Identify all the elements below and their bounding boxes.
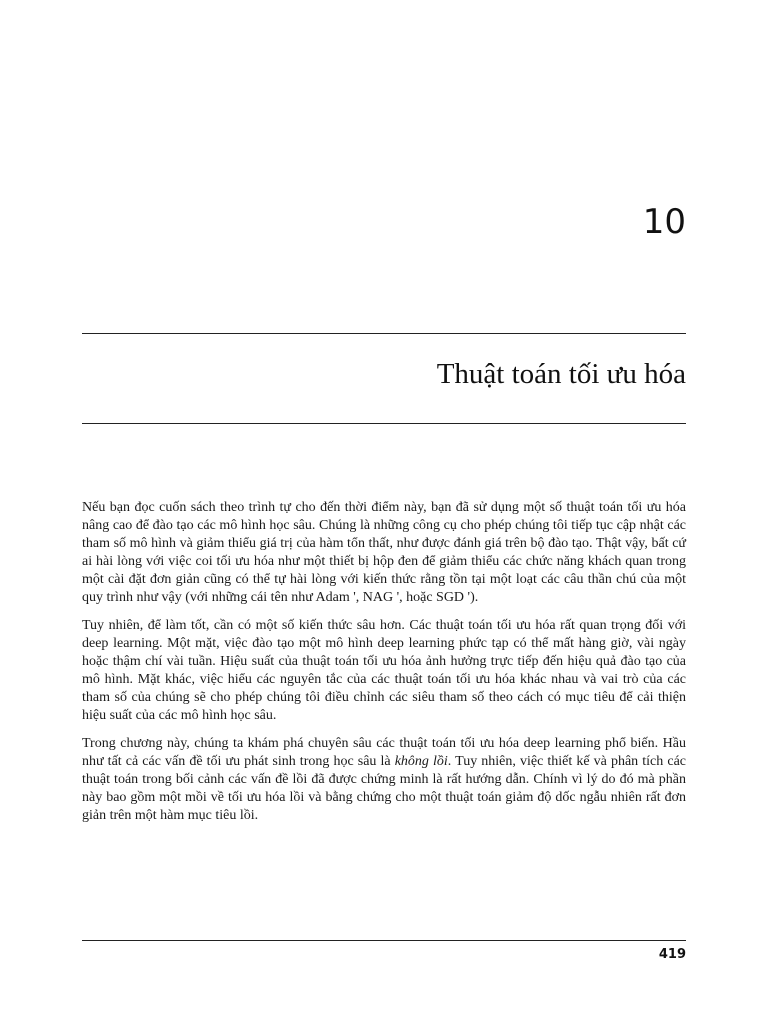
paragraph-3	[82, 735, 686, 825]
page-number: 419	[658, 947, 686, 962]
chapter-title: Thuật toán tối ưu hóa	[436, 358, 686, 390]
footer-rule	[82, 940, 686, 941]
paragraph-3-text-start: Trong chương này, chúng ta khám phá chuyên sâu các thuật toán tối ưu hóa deep learning phổ biến. Hầu như tất cả các vấn đề tối ưu phát sinh trong học sâu là	[82, 736, 686, 769]
paragraph-3-text-end: . Tuy nhiên, việc thiết kế và phân tích các thuật toán trong bối cảnh các vấn đề lồi đã được chứng minh là rất hướng dẫn. Chính vì lý do đó mà phần này bao gồm một mồi về tối ưu hóa lồi và bằng chứng cho một thuật toán giảm độ dốc ngẫu nhiên rất đơn giản trên một hàm mục tiêu lồi.	[82, 754, 687, 823]
paragraph-1: Nếu bạn đọc cuốn sách theo trình tự cho đến thời điểm này, bạn đã sử dụng một số thuật toán tối ưu hóa nâng cao để đào tạo các mô hình học sâu. Chúng là những công cụ cho phép chúng tôi tiếp tục cập nhật các tham số mô hình và giảm thiểu giá trị của hàm tổn thất, như được đánh giá trên bộ đào tạo. Thật vậy, bất cứ ai hài lòng với việc coi tối ưu hóa như một thiết bị hộp đen để giảm thiểu các chức năng khách quan trong một cài đặt đơn giản cũng có thể tự hài lòng với kiến thức rằng tồn tại một loạt các câu thần chú của một quy trình như vậy (với những cái tên như Adam ', NAG ', hoặc SGD ').	[82, 500, 686, 605]
paragraph-3-emphasis: không lồi	[394, 754, 448, 769]
chapter-number: 10	[642, 202, 686, 242]
chapter-title-top-rule	[82, 333, 686, 334]
chapter-title-bottom-rule	[82, 423, 686, 424]
chapter-intro-text	[82, 499, 686, 835]
paragraph-2: Tuy nhiên, để làm tốt, cần có một số kiến thức sâu hơn. Các thuật toán tối ưu hóa rất quan trọng đối với deep learning. Một mặt, việc đào tạo một mô hình deep learning phức tạp có thể mất hàng giờ, vài ngày hoặc thậm chí vài tuần. Hiệu suất của thuật toán tối ưu hóa ảnh hưởng trực tiếp đến hiệu quả đào tạo của mô hình. Mặt khác, việc hiểu các nguyên tắc của các thuật toán tối ưu hóa khác nhau và vai trò của các tham số của chúng sẽ cho phép chúng tôi điều chỉnh các siêu tham số theo cách có mục tiêu để cải thiện hiệu suất của các mô hình học sâu.	[82, 618, 686, 723]
